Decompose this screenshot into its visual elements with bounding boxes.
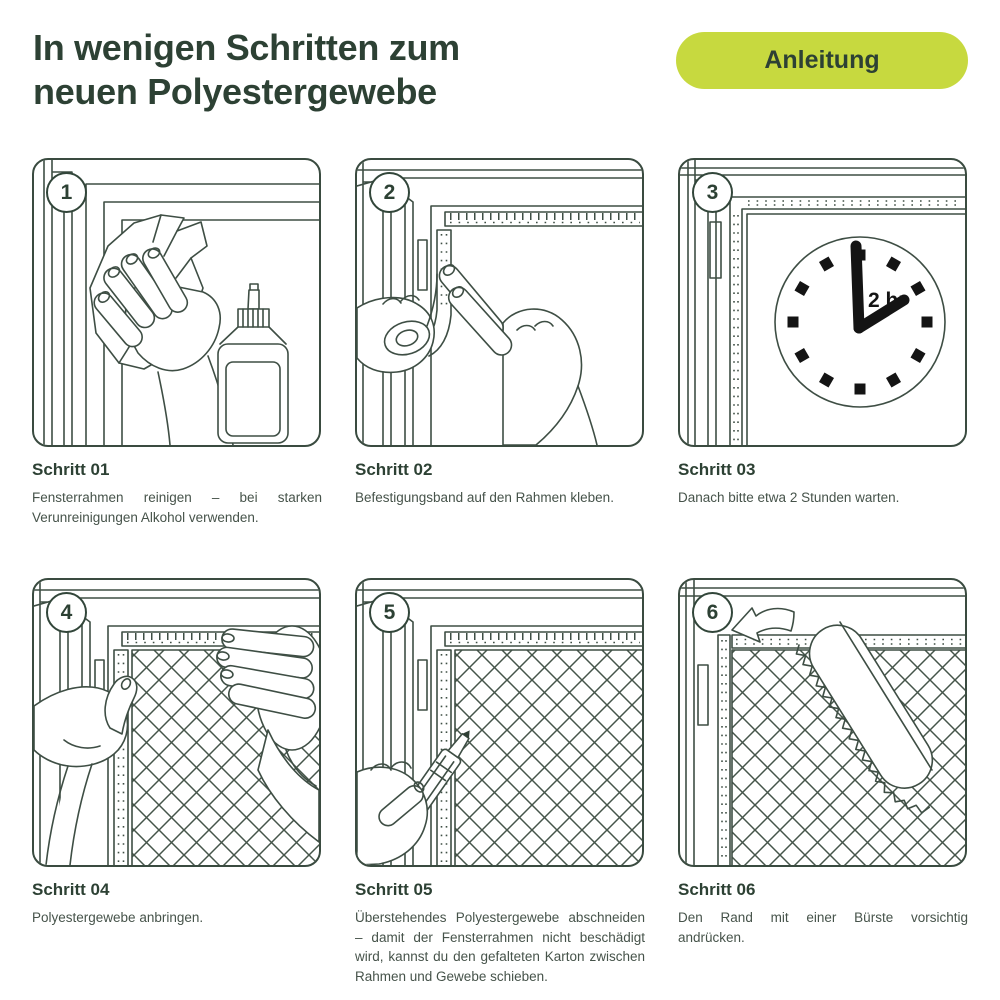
page-title-line2: neuen Polyestergewebe [33,71,437,112]
cutting-hand-icon [357,762,427,865]
step-number-badge-2: 2 [369,172,410,213]
left-hand-icon [34,676,137,865]
step-panel-4 [32,578,321,867]
step-label: Schritt 06 [678,880,756,899]
step-label: Schritt 03 [678,460,756,479]
step-description: Den Rand mit einer Bürste vorsichtig andrücken. [678,910,968,945]
polyester-mesh [455,650,642,865]
minute-hand [856,246,859,328]
step-panel-5 [355,578,644,867]
step-panel-2 [355,158,644,447]
page-title-line1: In wenigen Schritten zum [33,27,460,68]
step-card-1 [32,158,322,578]
anleitung-badge: Anleitung [676,32,968,89]
step-card-2 [355,158,645,578]
step-card-3 [678,158,968,578]
step-card-4 [32,578,322,998]
step-description: Polyestergewebe anbringen. [32,910,204,925]
step-label: Schritt 01 [32,460,110,479]
step-number-badge-6: 6 [692,592,733,633]
step-panel-1 [32,158,321,447]
step-label: Schritt 02 [355,460,433,479]
alcohol-bottle-icon [218,284,288,443]
pressing-hand-icon [435,262,597,445]
step-description: Befestigungsband auf den Rahmen kleben. [355,490,614,505]
clock-icon [775,237,945,407]
step-description: Danach bitte etwa 2 Stunden warten. [678,490,900,505]
step-label: Schritt 04 [32,880,110,899]
fist-holding-tape-roll-icon [357,274,437,372]
steps-grid [32,158,968,998]
step-number-badge-3: 3 [692,172,733,213]
step-description: Überstehendes Polyestergewebe abschneiden – damit der Fensterrahmen nicht beschädigt wird, kannst du den gefalteten Karton zwischen Rahmen und Gewebe schieben. [355,910,645,984]
step-card-5 [355,578,645,998]
step-card-6 [678,578,968,998]
step-number-badge-4: 4 [46,592,87,633]
step-panel-6 [678,578,967,867]
page-title [33,26,460,114]
step-panel-3 [678,158,967,447]
clock-label: 2 hr [868,289,907,312]
step-number-badge-5: 5 [369,592,410,633]
step-description: Fensterrahmen reinigen – bei starken Verunreinigungen Alkohol verwenden. [32,490,322,525]
arrow-left-icon [732,608,794,642]
step-label: Schritt 05 [355,880,433,899]
step-number-badge-1: 1 [46,172,87,213]
